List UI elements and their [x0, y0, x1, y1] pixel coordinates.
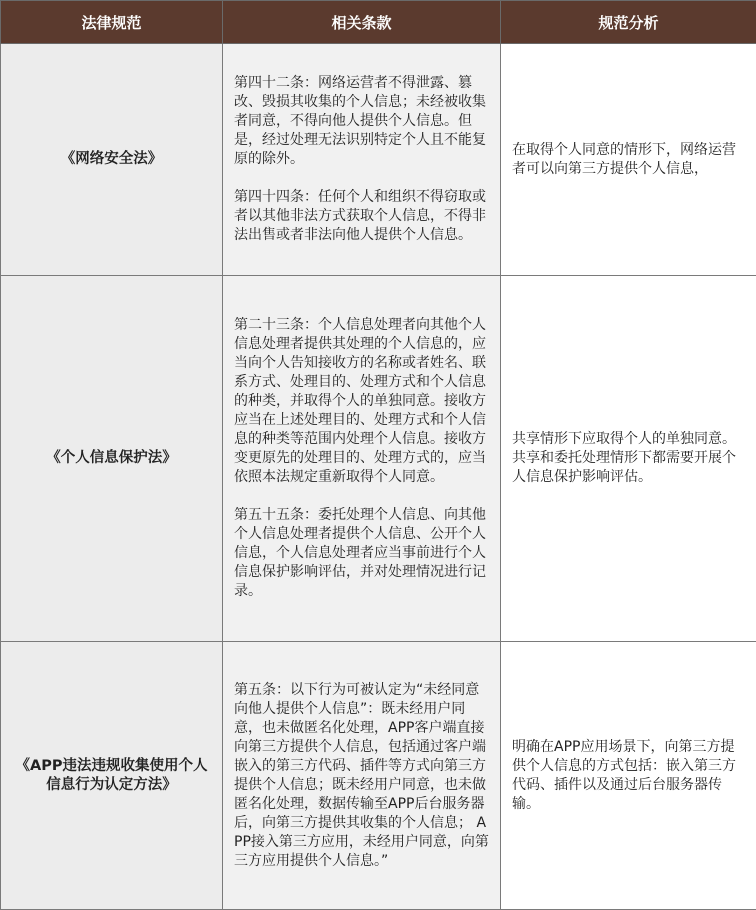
clause-article-44: 第四十四条：任何个人和组织不得窃取或者以其他非法方式获取个人信息，不得非法出售或者非法向他人提供个人信息。 — [234, 188, 492, 245]
header-law: 法律规范 — [1, 1, 223, 44]
table-row — [1, 276, 756, 642]
table-row — [1, 44, 756, 276]
analysis-text: 共享情形下应取得个人的单独同意。共享和委托处理情形下都需要开展个人信息保护影响评估。 — [512, 430, 746, 487]
table-row — [1, 642, 756, 910]
clause-article-5: 第五条：以下行为可被认定为“未经同意向他人提供个人信息”：既未经用户同意，也未做匿名化处理，APP客户端直接向第三方提供个人信息，包括通过客户端嵌入的第三方代码、插件等方式向第三方提供个人信息；既未经用户同意，也未做匿名化处理，数据传输至APP后台服务器后，向第三方提供其收集的个人信息； APP接入第三方应用，未经用户同意，向第三方应用提供个人信息。” — [234, 681, 492, 871]
clauses-cell — [223, 276, 501, 642]
analysis-cell — [501, 642, 756, 910]
law-name-pipl: 《个人信息保护法》 — [1, 276, 223, 642]
clause-article-42: 第四十二条：网络运营者不得泄露、篡改、毁损其收集的个人信息；未经被收集者同意，不得向他人提供个人信息。但是，经过处理无法识别特定个人且不能复原的除外。 — [234, 74, 492, 169]
clauses-cell — [223, 44, 501, 276]
analysis-text: 明确在APP应用场景下，向第三方提供个人信息的方式包括：嵌入第三方代码、插件以及通过后台服务器传输。 — [512, 738, 746, 814]
clauses-cell — [223, 642, 501, 910]
analysis-cell — [501, 44, 756, 276]
analysis-cell — [501, 276, 756, 642]
header-clauses: 相关条款 — [223, 1, 501, 44]
clause-article-23: 第二十三条：个人信息处理者向其他个人信息处理者提供其处理的个人信息的，应当向个人告知接收方的名称或者姓名、联系方式、处理目的、处理方式和个人信息的种类，并取得个人的单独同意。接收方应当在上述处理目的、处理方式和个人信息的种类等范围内处理个人信息。接收方变更原先的处理目的、处理方式的，应当依照本法规定重新取得个人同意。 — [234, 316, 492, 487]
law-name-app-rules: 《APP违法违规收集使用个人信息行为认定方法》 — [1, 642, 223, 910]
analysis-text: 在取得个人同意的情形下，网络运营者可以向第三方提供个人信息， — [512, 141, 746, 179]
law-name-cybersecurity: 《网络安全法》 — [1, 44, 223, 276]
clause-article-55: 第五十五条：委托处理个人信息、向其他个人信息处理者提供个人信息、公开个人信息，个人信息处理者应当事前进行个人信息保护影响评估，并对处理情况进行记录。 — [234, 506, 492, 601]
table-header-row — [1, 1, 756, 44]
header-analysis: 规范分析 — [501, 1, 756, 44]
